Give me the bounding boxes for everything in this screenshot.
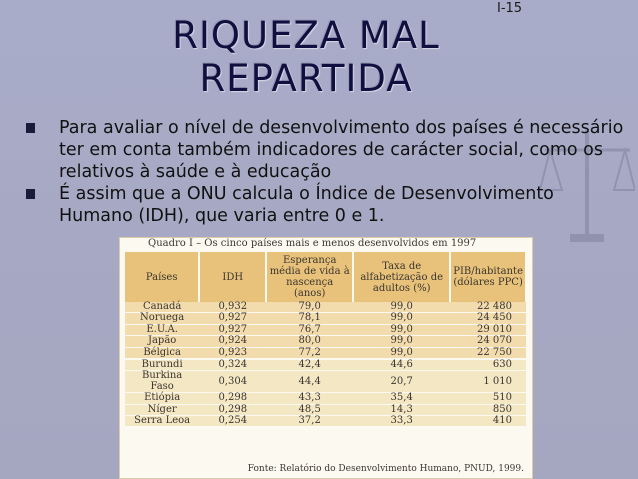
table-cell: 20,7	[353, 371, 450, 393]
table-cell: 33,3	[353, 416, 450, 427]
table-cell: Canadá	[125, 302, 199, 313]
header-countries: Países	[125, 252, 199, 302]
bullet-text: Para avaliar o nível de desenvolvimento dos países é necessário ter em conta também indicadores de carácter social, como os relativos à saúde e à educação	[59, 118, 624, 182]
table-cell: 99,0	[353, 347, 450, 359]
table-cell: 76,7	[266, 324, 353, 335]
slide-title-line2: REPARTIDA	[199, 57, 413, 100]
table-caption: Quadro I – Os cinco países mais e menos desenvolvidos em 1997	[148, 238, 477, 249]
table-cell: 42,4	[266, 359, 353, 371]
table-cell: 22 750	[450, 347, 526, 359]
table-cell: 29 010	[450, 324, 526, 335]
slide-title-line1: RIQUEZA MAL	[172, 14, 440, 57]
development-table-figure	[119, 237, 533, 479]
table-row	[125, 359, 526, 371]
table-cell: Burundi	[125, 359, 199, 371]
table-cell: Níger	[125, 404, 199, 415]
table-cell: 99,0	[353, 324, 450, 335]
table-cell: 77,2	[266, 347, 353, 359]
table-cell: Etiópia	[125, 393, 199, 404]
table-row	[125, 302, 526, 313]
table-cell: 0,298	[199, 393, 266, 404]
table-cell: 80,0	[266, 336, 353, 347]
table-cell: 850	[450, 404, 526, 415]
table-row	[125, 336, 526, 347]
table-cell: 37,2	[266, 416, 353, 427]
table-cell: 44,6	[353, 359, 450, 371]
table-cell: 22 480	[450, 302, 526, 313]
table-cell: 99,0	[353, 313, 450, 324]
table-cell: Burkina Faso	[125, 371, 199, 393]
table-row	[125, 371, 526, 393]
header-life-expectancy: Esperança média de vida à nascença (anos)	[266, 252, 353, 302]
table-cell: 48,5	[266, 404, 353, 415]
table-cell: 44,4	[266, 371, 353, 393]
table-cell: 0,254	[199, 416, 266, 427]
table-cell: 0,298	[199, 404, 266, 415]
bullet-item	[14, 183, 629, 227]
table-cell: 0,324	[199, 359, 266, 371]
table-cell: 0,304	[199, 371, 266, 393]
bullet-item	[14, 117, 629, 183]
table-cell: 0,924	[199, 336, 266, 347]
table-cell: 0,927	[199, 313, 266, 324]
table-cell: 79,0	[266, 302, 353, 313]
table-cell: 14,3	[353, 404, 450, 415]
table-body	[125, 302, 526, 427]
table-row	[125, 313, 526, 324]
table-cell: E.U.A.	[125, 324, 199, 335]
table-cell: Bélgica	[125, 347, 199, 359]
table-cell: 43,3	[266, 393, 353, 404]
table-cell: Japão	[125, 336, 199, 347]
table-cell: 99,0	[353, 302, 450, 313]
table-cell: 99,0	[353, 336, 450, 347]
bullet-list	[14, 117, 629, 227]
table-header-row	[125, 252, 526, 302]
table-cell: 24 450	[450, 313, 526, 324]
header-idh: IDH	[199, 252, 266, 302]
table-cell: 78,1	[266, 313, 353, 324]
table-cell: 630	[450, 359, 526, 371]
table-source: Fonte: Relatório do Desenvolvimento Humano, PNUD, 1999.	[247, 464, 524, 474]
table-row	[125, 416, 526, 427]
table-cell: 510	[450, 393, 526, 404]
bullet-text: É assim que a ONU calcula o Índice de Desenvolvimento Humano (IDH), que varia entre 0 e 1.	[59, 184, 554, 226]
bullet-square-icon	[26, 189, 35, 199]
header-gdp: PIB/habitante (dólares PPC)	[450, 252, 526, 302]
slide-number: I-15	[497, 1, 523, 16]
header-literacy: Taxa de alfabetização de adultos (%)	[353, 252, 450, 302]
table-row	[125, 393, 526, 404]
table-row	[125, 347, 526, 359]
table-cell: 24 070	[450, 336, 526, 347]
table-cell: 0,923	[199, 347, 266, 359]
bullet-square-icon	[26, 123, 35, 133]
table-cell: 35,4	[353, 393, 450, 404]
table-row	[125, 404, 526, 415]
development-table	[125, 252, 527, 427]
table-cell: Serra Leoa	[125, 416, 199, 427]
table-cell: 410	[450, 416, 526, 427]
table-cell: 1 010	[450, 371, 526, 393]
table-cell: 0,932	[199, 302, 266, 313]
table-row	[125, 324, 526, 335]
table-cell: Noruega	[125, 313, 199, 324]
table-cell: 0,927	[199, 324, 266, 335]
slide-title	[0, 14, 612, 100]
